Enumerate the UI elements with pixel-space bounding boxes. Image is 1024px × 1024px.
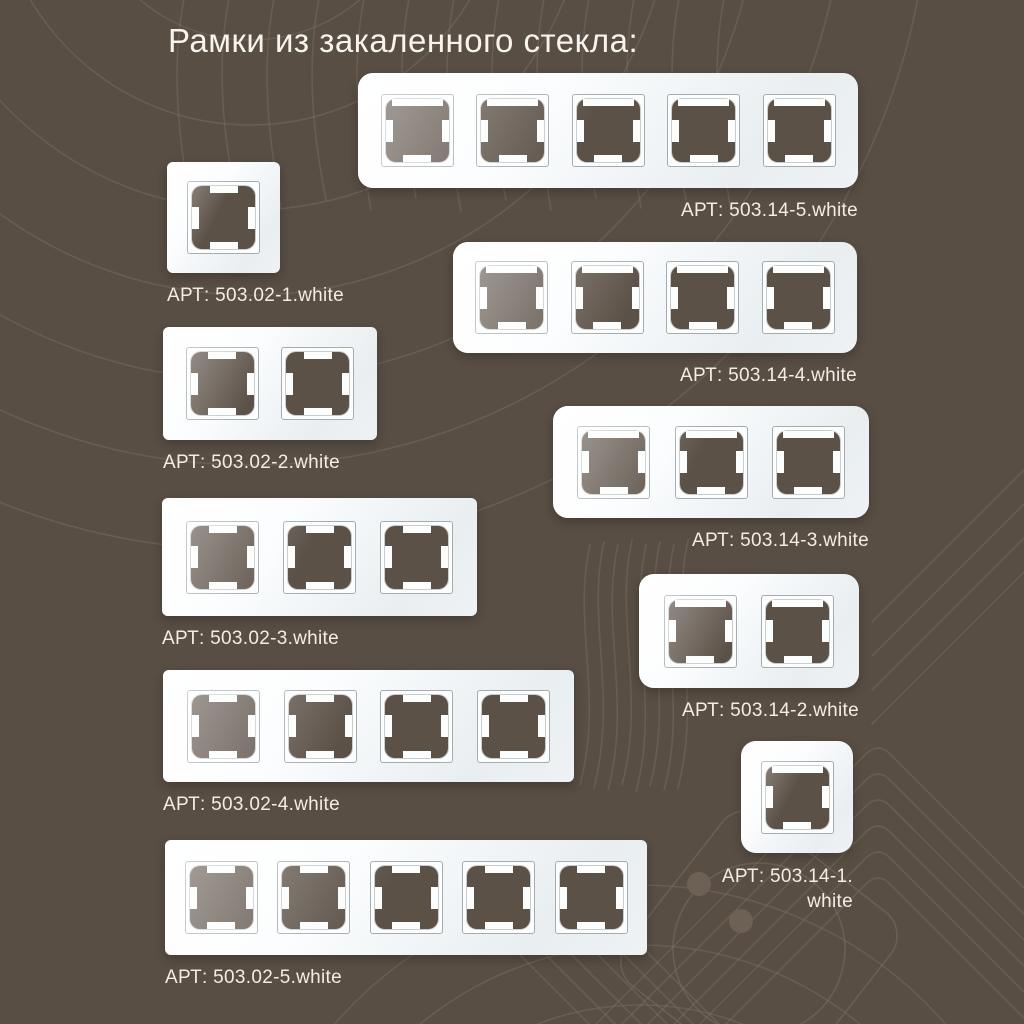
corner-notch-left [392,99,405,106]
support-tab-top [600,431,628,438]
support-tab-right [824,120,831,142]
mounting-hole [191,352,254,415]
support-tab-right [536,287,543,309]
support-tab-top [785,99,813,106]
glass-frame-1-gang [741,741,853,853]
article-label: АРТ: 503.02-3.white [162,628,339,649]
article-line-1: АРТ: 503.14-1. [721,866,853,887]
support-tab-right [632,287,639,309]
product-503-02-3 [162,498,477,649]
module-opening [186,521,259,594]
mounting-hole [192,695,255,758]
support-tab-right [246,887,253,909]
support-tab-right [342,373,349,395]
module-opening [476,94,549,167]
article-label: АРТ: 503.14-2.white [682,700,859,721]
support-tab-bottom [403,751,431,758]
support-tab-bottom [306,751,334,758]
mounting-hole [766,600,829,663]
support-tab-left [192,715,199,737]
mounting-hole [288,526,351,589]
support-tab-top [686,600,714,607]
corner-notch-left [686,431,699,438]
mounting-hole [576,266,639,329]
support-tab-left [577,120,584,142]
mounting-hole [777,431,840,494]
support-tab-top [784,600,812,607]
support-tab-right [736,451,743,473]
corner-notch-left [486,266,499,273]
mounting-hole [577,99,640,162]
module-opening [555,861,628,934]
article-label: АРТ: 503.02-5.white [165,967,342,988]
mounting-hole [191,526,254,589]
corner-notch-right [812,99,825,106]
support-tab-left [576,287,583,309]
mounting-hole [671,266,734,329]
support-tab-bottom [403,582,431,589]
support-tab-top [208,352,236,359]
mounting-hole [286,352,349,415]
article-label: АРТ: 503.14-5.white [681,200,858,221]
mounting-hole [385,526,448,589]
corner-notch-right [713,600,726,607]
support-tab-bottom [498,322,526,329]
support-tab-bottom [784,322,812,329]
support-tab-left [191,373,198,395]
support-tab-left [669,620,676,642]
article-line-2: white [807,890,853,912]
mounting-hole [560,866,623,929]
module-opening [571,261,644,334]
corner-notch-right [626,431,639,438]
support-tab-top [594,99,622,106]
module-opening [477,690,550,763]
support-tab-right [823,287,830,309]
support-tab-bottom [500,751,528,758]
support-tab-left [671,287,678,309]
support-tab-right [442,120,449,142]
support-tab-top [499,99,527,106]
support-tab-left [282,887,289,909]
support-tab-top [498,266,526,273]
support-tab-bottom [209,582,237,589]
product-503-14-5 [358,73,858,221]
support-tab-left [482,715,489,737]
corner-notch-right [716,99,729,106]
corner-notch-right [810,766,823,773]
support-tab-left [582,451,589,473]
support-tab-bottom [697,487,725,494]
support-tab-right [638,451,645,473]
support-tab-left [467,887,474,909]
support-tab-right [822,620,829,642]
support-tab-right [523,887,530,909]
support-tab-bottom [783,822,811,829]
product-503-14-4 [453,242,857,386]
support-tab-top [306,695,334,702]
support-tab-right [633,120,640,142]
support-tab-right [344,546,351,568]
glass-frame-3-gang [553,406,869,518]
corner-notch-left [583,99,596,106]
support-tab-top [403,695,431,702]
product-503-02-4 [163,670,574,815]
support-tab-right [247,373,254,395]
module-opening [281,347,354,420]
module-opening [370,861,443,934]
support-tab-right [727,287,734,309]
mounting-hole [767,266,830,329]
mounting-hole [386,99,449,162]
module-opening [763,94,836,167]
module-opening [664,595,737,668]
corner-notch-right [715,266,728,273]
support-tab-left [560,887,567,909]
support-tab-left [777,451,784,473]
support-tab-top [210,186,238,193]
mounting-hole [282,866,345,929]
module-opening [185,861,258,934]
mounting-hole [467,866,530,929]
mounting-hole [289,695,352,758]
support-tab-bottom [794,487,822,494]
corner-notch-left [588,431,601,438]
product-503-02-5 [165,840,647,988]
support-tab-right [345,715,352,737]
corner-notch-right [821,431,834,438]
support-tab-right [248,715,255,737]
support-tab-bottom [210,242,238,249]
support-tab-right [431,887,438,909]
support-tab-right [247,546,254,568]
module-opening [762,261,835,334]
corner-notch-left [783,431,796,438]
mounting-hole [481,99,544,162]
corner-notch-left [582,266,595,273]
support-tab-right [441,546,448,568]
corner-notch-left [677,266,690,273]
glass-frame-5-gang [358,73,858,188]
article-label [703,865,853,914]
support-tab-bottom [686,656,714,663]
support-tab-bottom [485,922,513,929]
support-tab-top [500,695,528,702]
module-opening [667,94,740,167]
support-tab-top [209,695,237,702]
product-503-02-1 [167,162,344,306]
mounting-hole [669,600,732,663]
support-tab-top [485,866,513,873]
support-tab-left [672,120,679,142]
article-label: АРТ: 503.02-1.white [167,285,344,306]
support-tab-bottom [300,922,328,929]
support-tab-top [209,526,237,533]
module-opening [666,261,739,334]
support-tab-bottom [784,656,812,663]
support-tab-left [766,620,773,642]
mounting-hole [766,766,829,829]
corner-notch-right [810,600,823,607]
module-opening [475,261,548,334]
support-tab-left [768,120,775,142]
support-tab-top [689,266,717,273]
article-label: АРТ: 503.02-4.white [163,794,340,815]
support-tab-top [577,866,605,873]
support-tab-top [392,866,420,873]
corner-notch-left [774,99,787,106]
support-tab-bottom [577,922,605,929]
module-opening [761,761,834,834]
mounting-hole [582,431,645,494]
support-tab-top [300,866,328,873]
support-tab-right [822,786,829,808]
module-opening [462,861,535,934]
support-tab-bottom [499,155,527,162]
support-tab-left [480,287,487,309]
corner-notch-left [487,99,500,106]
article-label: АРТ: 503.14-4.white [680,365,857,386]
support-tab-bottom [785,155,813,162]
module-opening [381,94,454,167]
article-label: АРТ: 503.02-2.white [163,452,340,473]
support-tab-left [766,786,773,808]
support-tab-top [794,431,822,438]
module-opening [761,595,834,668]
corner-notch-right [724,431,737,438]
support-tab-left [481,120,488,142]
support-tab-right [833,451,840,473]
mounting-hole [768,99,831,162]
support-tab-top [304,352,332,359]
support-tab-left [385,715,392,737]
support-tab-top [697,431,725,438]
glass-frame-3-gang [162,498,477,616]
support-tab-bottom [690,155,718,162]
module-opening [380,690,453,763]
support-tab-bottom [392,922,420,929]
support-tab-left [190,887,197,909]
support-tab-right [538,715,545,737]
support-tab-top [784,266,812,273]
mounting-hole [672,99,735,162]
corner-notch-left [675,600,688,607]
support-tab-left [192,207,199,229]
corner-notch-left [678,99,691,106]
product-503-14-3 [553,406,869,551]
support-tab-right [338,887,345,909]
support-tab-bottom [209,751,237,758]
product-503-14-1 [721,741,853,912]
support-tab-left [767,287,774,309]
support-tab-right [441,715,448,737]
support-tab-top [783,766,811,773]
corner-notch-left [772,766,785,773]
module-opening [186,347,259,420]
product-503-02-2 [163,327,377,473]
mounting-hole [680,431,743,494]
support-tab-left [286,373,293,395]
support-tab-left [191,546,198,568]
support-tab-right [537,120,544,142]
support-tab-left [289,715,296,737]
support-tab-bottom [600,487,628,494]
support-tab-top [306,526,334,533]
module-opening [187,181,260,254]
module-opening [187,690,260,763]
mounting-hole [480,266,543,329]
glass-frame-2-gang [163,327,377,440]
support-tab-right [725,620,732,642]
support-tab-left [385,546,392,568]
support-tab-left [375,887,382,909]
corner-notch-right [620,266,633,273]
support-tab-right [248,207,255,229]
product-503-14-2 [639,574,859,721]
mounting-hole [190,866,253,929]
support-tab-bottom [208,408,236,415]
support-tab-bottom [403,155,431,162]
mounting-hole [375,866,438,929]
mounting-hole [385,695,448,758]
support-tab-left [680,451,687,473]
glass-frame-1-gang [167,162,280,273]
support-tab-bottom [306,582,334,589]
module-opening [283,521,356,594]
module-opening [772,426,845,499]
support-tab-top [593,266,621,273]
corner-notch-right [430,99,443,106]
corner-notch-right [621,99,634,106]
support-tab-bottom [689,322,717,329]
support-tab-top [207,866,235,873]
page-title: Рамки из закаленного стекла: [168,22,639,59]
support-tab-top [690,99,718,106]
corner-notch-right [525,99,538,106]
contour-traces-right [872,470,1024,724]
corner-notch-right [524,266,537,273]
support-tab-right [728,120,735,142]
support-tab-bottom [304,408,332,415]
support-tab-right [616,887,623,909]
glass-frame-4-gang [163,670,574,782]
module-opening [675,426,748,499]
module-opening [572,94,645,167]
support-tab-top [403,99,431,106]
support-tab-bottom [593,322,621,329]
module-opening [577,426,650,499]
support-tab-bottom [594,155,622,162]
support-tab-bottom [207,922,235,929]
glass-frame-2-gang [639,574,859,688]
module-opening [380,521,453,594]
support-tab-top [403,526,431,533]
module-opening [284,690,357,763]
article-label: АРТ: 503.14-3.white [692,530,869,551]
corner-notch-left [773,266,786,273]
module-opening [277,861,350,934]
glass-frame-4-gang [453,242,857,353]
support-tab-left [386,120,393,142]
corner-notch-left [772,600,785,607]
mounting-hole [192,186,255,249]
glass-frame-5-gang [165,840,647,955]
corner-notch-right [811,266,824,273]
support-tab-left [288,546,295,568]
mounting-hole [482,695,545,758]
